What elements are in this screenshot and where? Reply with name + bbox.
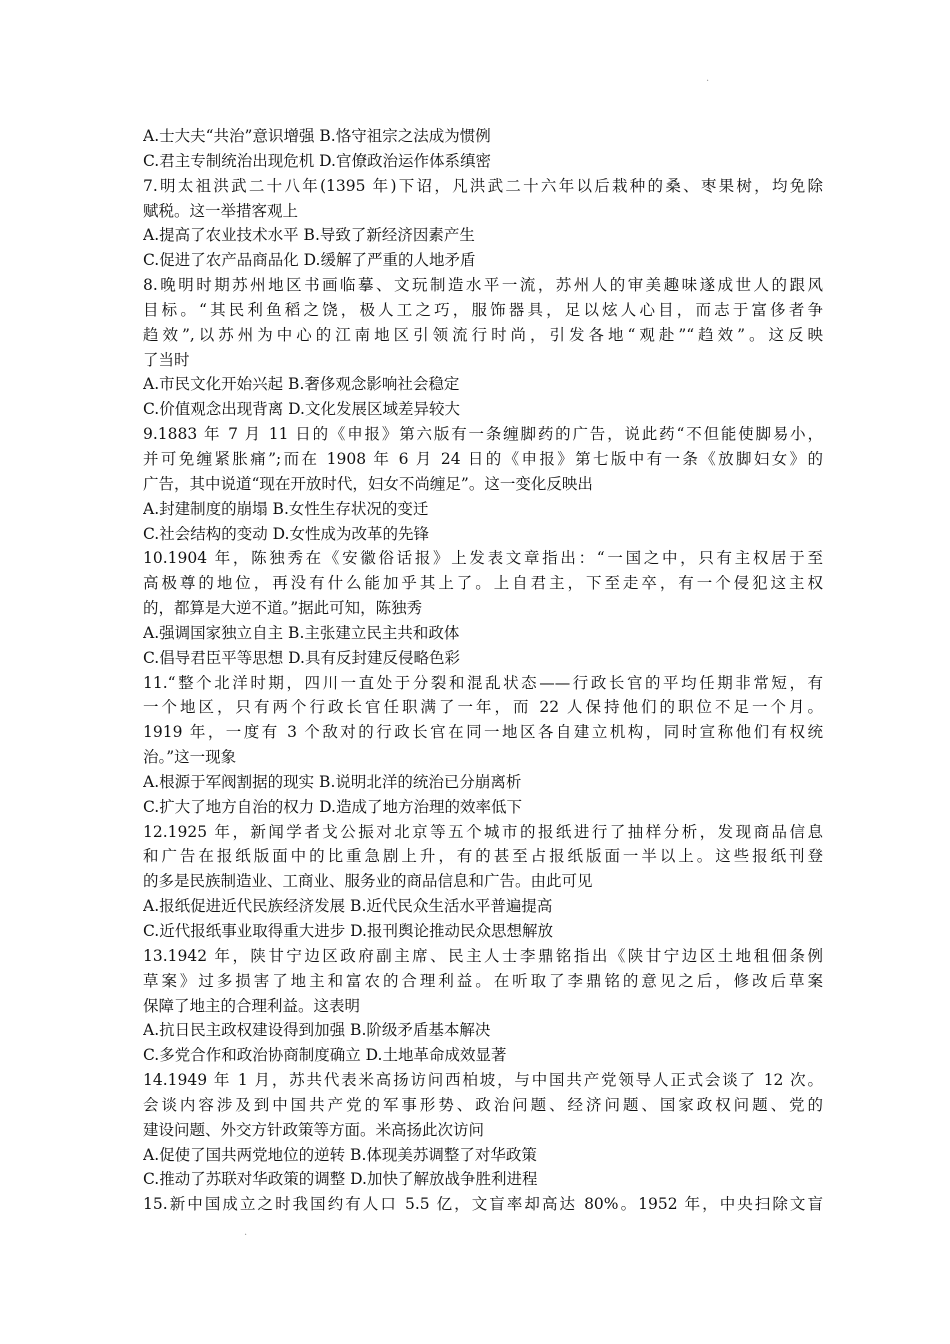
- question-text-line: 草案》过多损害了地主和富农的合理利益。在听取了李鼎铭的意见之后，修改后草案: [143, 971, 823, 990]
- answer-options-line: A.强调国家独立自主 B.主张建立民主共和政体: [143, 623, 460, 642]
- answer-options-line: A.封建制度的崩塌 B.女性生存状况的变迁: [143, 499, 429, 518]
- answer-options-line: C.促进了农产品商品化 D.缓解了严重的人地矛盾: [143, 251, 476, 270]
- top-page-mark: .: [706, 73, 710, 84]
- answer-options-line: C.近代报纸事业取得重大进步 D.报刊舆论推动民众思想解放: [143, 922, 553, 940]
- question-text-line: 8.晚明时期苏州地区书画临摹、文玩制造水平一流，苏州人的审美趣味遂成世人的跟风: [143, 276, 823, 295]
- answer-options-line: C.扩大了地方自治的权力 D.造成了地方治理的效率低下: [143, 797, 522, 816]
- question-text-line: 和广告在报纸版面中的比重急剧上升，有的甚至占报纸版面一半以上。这些报纸刊登: [143, 847, 823, 866]
- question-text-line: 治。”这一现象: [143, 748, 237, 767]
- question-text-line: 了当时: [143, 350, 190, 369]
- question-text-line: 保障了地主的合理利益。这表明: [143, 996, 361, 1015]
- question-text-line: 13.1942 年，陕甘宁边区政府副主席、民主人士李鼎铭指出《陕甘宁边区土地租佃条例: [143, 946, 823, 965]
- question-text-line: 会谈内容涉及到中国共产党的军事形势、政治问题、经济问题、国家政权问题、党的: [143, 1095, 823, 1114]
- question-text-line: 14.1949 年 1 月，苏共代表米高扬访问西柏坡，与中国共产党领导人正式会谈了 12 次。: [143, 1071, 823, 1090]
- answer-options-line: A.士大夫“共治”意识增强 B.恪守祖宗之法成为惯例: [143, 127, 491, 145]
- answer-options-line: C.君主专制统治出现危机 D.官僚政治运作体系缜密: [143, 151, 491, 170]
- question-text-line: 11.“整个北洋时期，四川一直处于分裂和混乱状态——行政长官的平均任期非常短，有: [143, 673, 823, 692]
- question-text-line: 的多是民族制造业、工商业、服务业的商品信息和广告。由此可见: [143, 872, 593, 891]
- question-text-block: [143, 124, 823, 1217]
- question-text-line: 的，都算是大逆不道。”据此可知，陈独秀: [143, 599, 423, 618]
- question-text-line: 广告，其中说道“现在开放时代，妇女不尚缠足”。这一变化反映出: [143, 474, 593, 493]
- question-text-line: 12.1925 年，新闻学者戈公振对北京等五个城市的报纸进行了抽样分析，发现商品信息: [143, 822, 823, 841]
- question-text-line: 9.1883 年 7 月 11 日的《申报》第六版有一条缠脚药的广告，说此药“不但能使脚易小，: [143, 425, 823, 444]
- answer-options-line: A.抗日民主政权建设得到加强 B.阶级矛盾基本解决: [143, 1021, 491, 1040]
- answer-options-line: A.提高了农业技术水平 B.导致了新经济因素产生: [143, 226, 475, 245]
- question-text-line: 高极尊的地位，再没有什么能加乎其上了。上自君主，下至走卒，有一个侵犯这主权: [143, 574, 823, 593]
- question-text-line: 趋效”,以苏州为中心的江南地区引领流行时尚，引发各地“观赴”“趋效”。这反映: [143, 325, 823, 344]
- answer-options-line: C.多党合作和政治协商制度确立 D.土地革命成效显著: [143, 1046, 507, 1065]
- answer-options-line: C.推动了苏联对华政策的调整 D.加快了解放战争胜利进程: [143, 1170, 538, 1189]
- question-text-line: 1919 年，一度有 3 个敌对的行政长官在同一地区各自建立机构，同时宣称他们有权统: [143, 723, 823, 742]
- answer-options-line: A.报纸促进近代民族经济发展 B.近代民众生活水平普遍提高: [143, 897, 553, 916]
- question-text-line: 赋税。这一举措客观上: [143, 201, 299, 220]
- question-text-line: 建设问题、外交方针政策等方面。米高扬此次访问: [143, 1120, 485, 1139]
- answer-options-line: C.倡导君臣平等思想 D.具有反封建反侵略色彩: [143, 648, 460, 667]
- question-text-line: 10.1904 年，陈独秀在《安徽俗话报》上发表文章指出：“一国之中，只有主权居于至: [143, 549, 823, 568]
- answer-options-line: A.促使了国共两党地位的逆转 B.体现美苏调整了对华政策: [143, 1145, 537, 1164]
- question-text-line: 并可免缠紧胀痛”;而在 1908 年 6 月 24 日的《申报》第七版中有一条《放脚妇女》的: [143, 449, 823, 468]
- question-text-line: 7.明太祖洪武二十八年(1395 年)下诏，凡洪武二十六年以后栽种的桑、枣果树，均免除: [143, 176, 823, 195]
- answer-options-line: C.社会结构的变动 D.女性成为改革的先锋: [143, 524, 429, 543]
- question-text-line: 一个地区，只有两个行政长官任职满了一年，而 22 人保持他们的职位不足一个月。: [143, 698, 823, 717]
- question-text-line: 目标。“其民利鱼稻之饶，极人工之巧，服饰器具，足以炫人心目，而志于富侈者争: [143, 300, 823, 319]
- answer-options-line: A.市民文化开始兴起 B.奢侈观念影响社会稳定: [143, 375, 460, 394]
- bottom-page-mark: .: [244, 1227, 248, 1238]
- question-text-line: 15.新中国成立之时我国约有人口 5.5 亿，文盲率却高达 80%。1952 年，中央扫除文盲: [143, 1195, 823, 1214]
- answer-options-line: A.根源于军阀割据的现实 B.说明北洋的统治已分崩离析: [143, 772, 522, 791]
- answer-options-line: C.价值观念出现背离 D.文化发展区域差异较大: [143, 400, 460, 419]
